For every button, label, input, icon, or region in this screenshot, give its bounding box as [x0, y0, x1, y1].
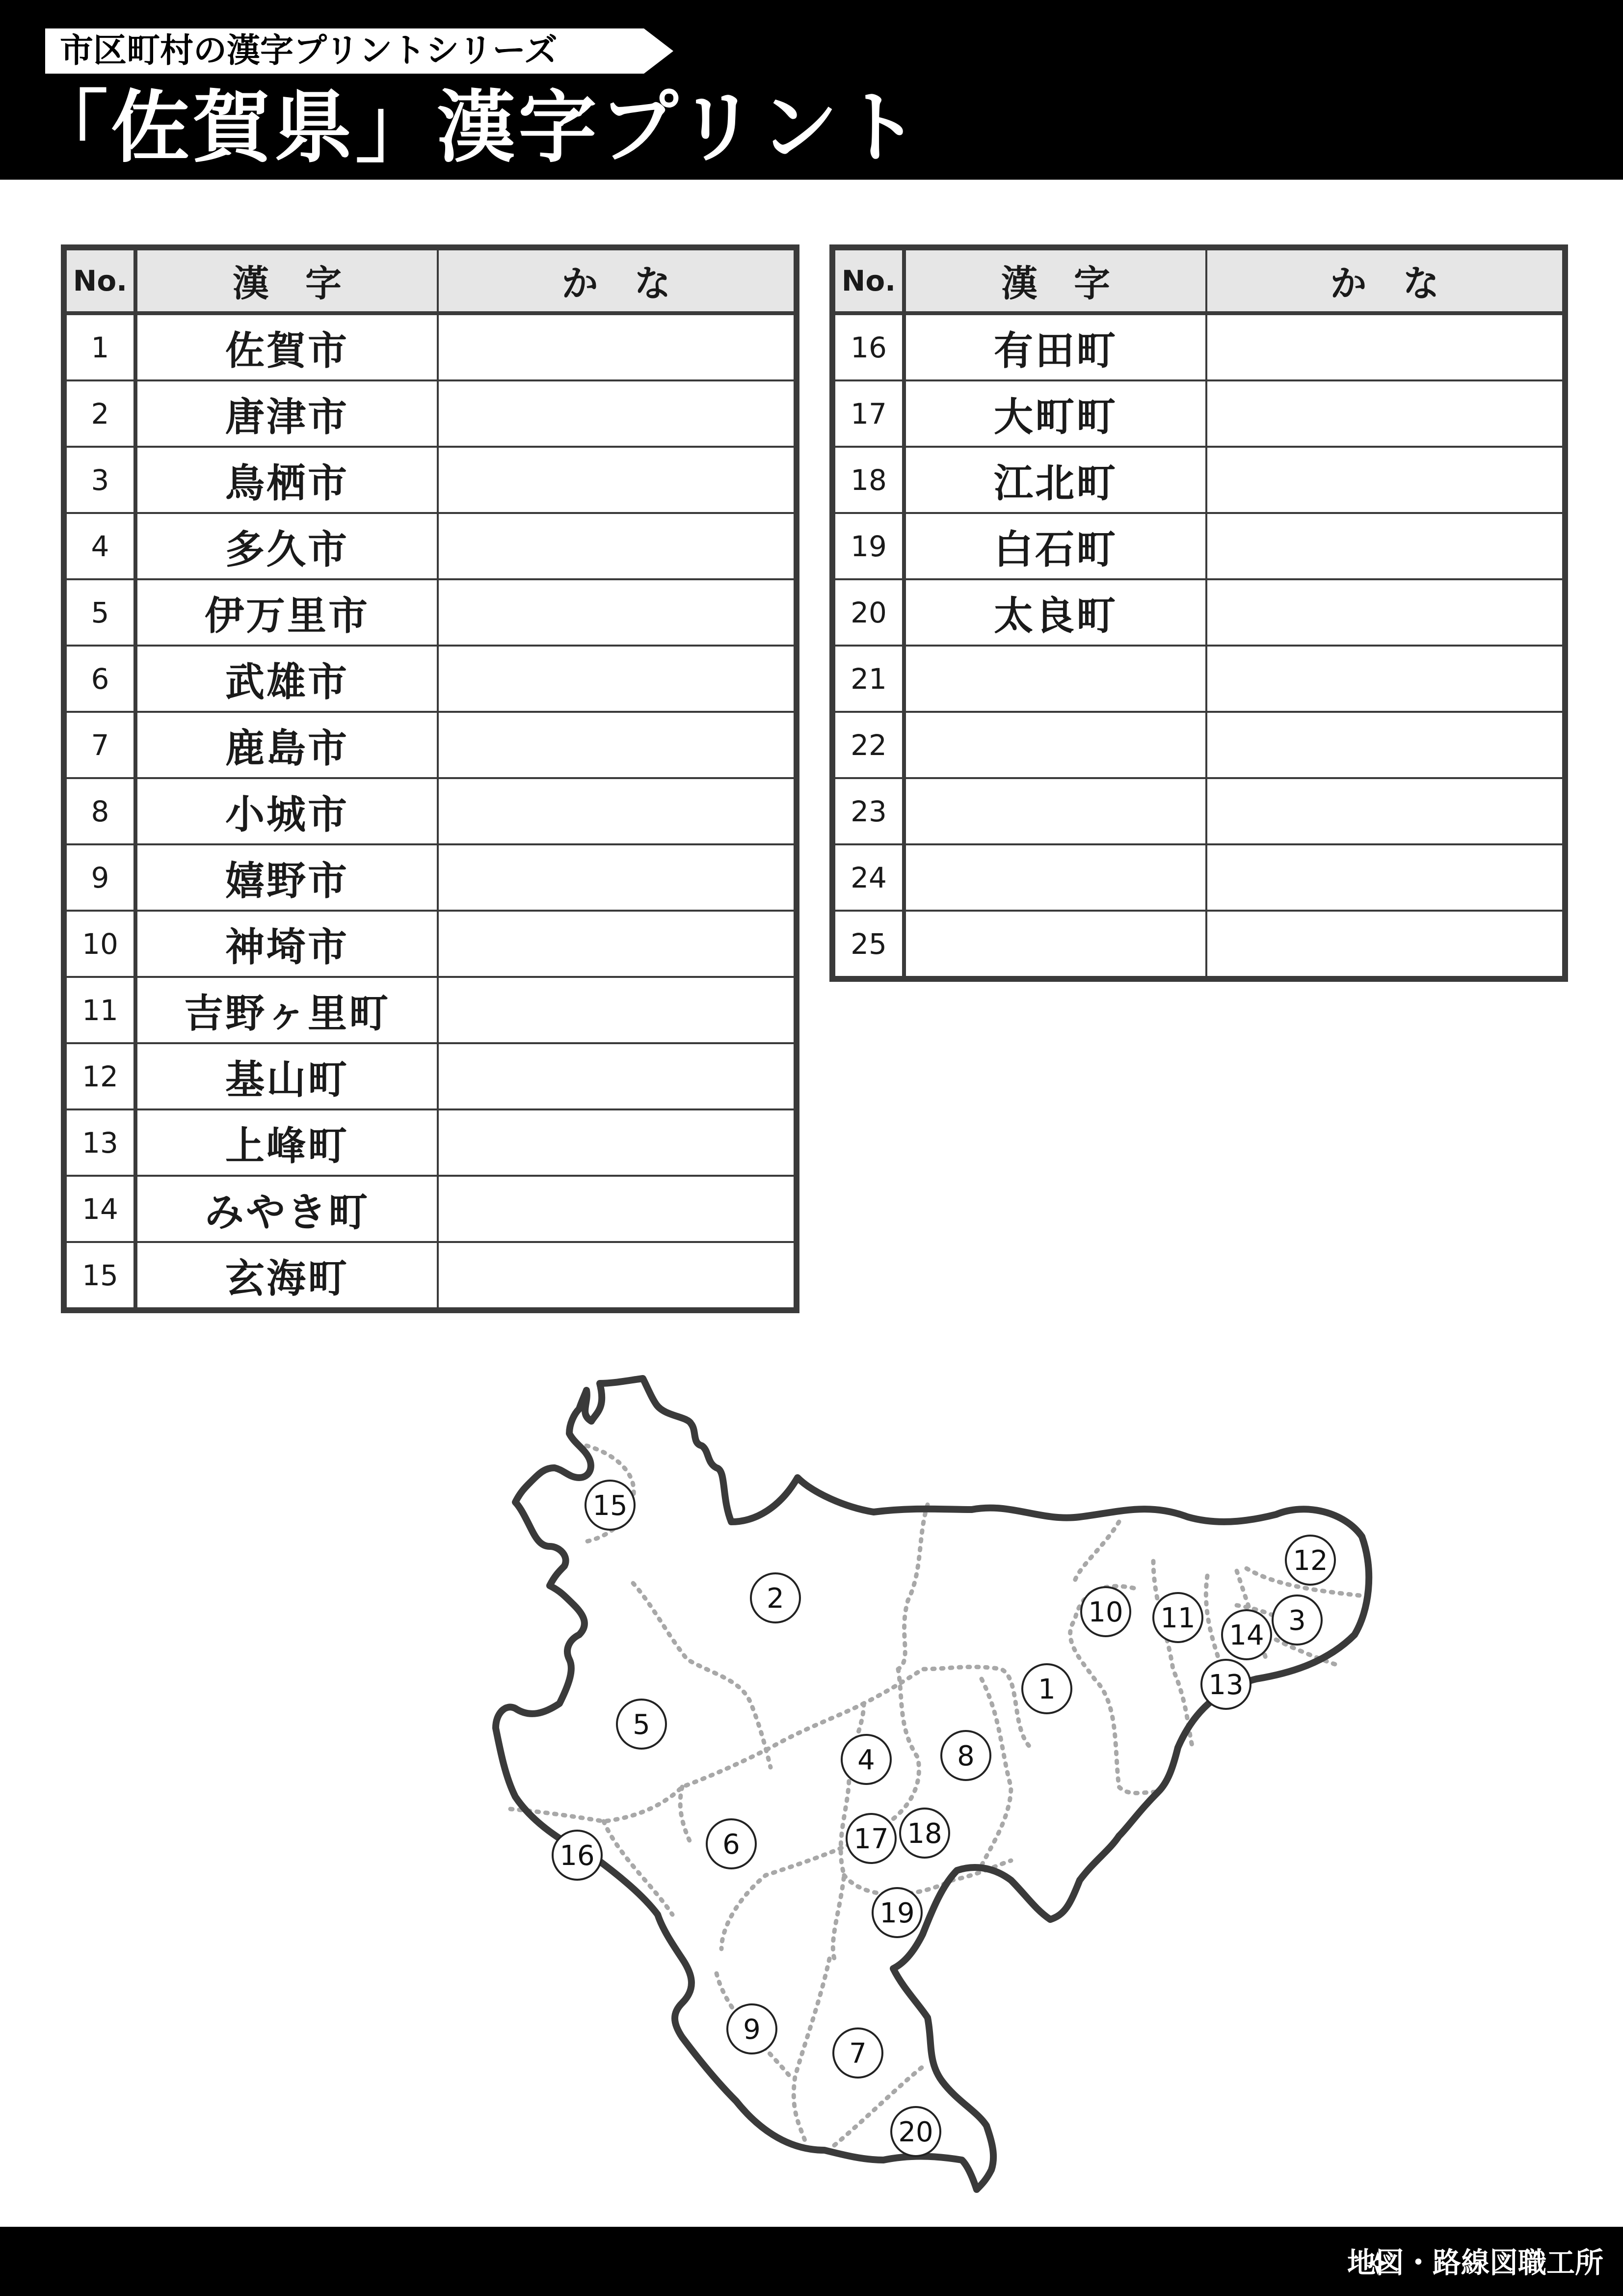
- municipality-kanji: 太良町: [904, 579, 1206, 646]
- kana-answer-field[interactable]: [1206, 712, 1565, 778]
- municipality-kanji: 唐津市: [135, 380, 438, 447]
- table-row: [64, 778, 797, 844]
- table-row: [832, 844, 1565, 911]
- table-row: [832, 579, 1565, 646]
- map-marker-label: 20: [898, 2116, 933, 2148]
- publisher-name: 地図・路線図職工所: [1347, 2246, 1603, 2279]
- map-marker-label: 9: [743, 2014, 761, 2046]
- municipality-kanji: みやき町: [135, 1176, 438, 1242]
- map-marker-label: 14: [1229, 1620, 1264, 1651]
- municipality-kanji: 小城市: [135, 778, 438, 844]
- page-title: 「佐賀県」漢字プリント: [29, 81, 923, 173]
- row-number: 19: [832, 513, 904, 579]
- kana-answer-field[interactable]: [1206, 844, 1565, 911]
- map-marker-label: 6: [722, 1829, 740, 1861]
- table-row: [832, 646, 1565, 712]
- kana-answer-field[interactable]: [438, 579, 797, 646]
- map-marker-label: 3: [1288, 1605, 1306, 1637]
- kana-answer-field[interactable]: [1206, 313, 1565, 380]
- kana-answer-field[interactable]: [438, 313, 797, 380]
- kana-answer-field[interactable]: [438, 778, 797, 844]
- municipality-kanji: 嬉野市: [135, 844, 438, 911]
- row-number: 3: [64, 447, 135, 513]
- row-number: 14: [64, 1176, 135, 1242]
- row-number: 24: [832, 844, 904, 911]
- municipal-boundaries: [510, 1446, 1359, 2145]
- row-number: 5: [64, 579, 135, 646]
- map-marker-label: 5: [633, 1709, 650, 1741]
- header-no: No.: [64, 247, 135, 313]
- kanji-table-left: [61, 244, 799, 1313]
- header-kana: か な: [1206, 247, 1565, 313]
- kana-answer-field[interactable]: [438, 513, 797, 579]
- series-label: 市区町村の漢字プリントシリーズ: [45, 28, 644, 74]
- saga-map-svg: [491, 1370, 1384, 2204]
- table-row: [832, 778, 1565, 844]
- kana-answer-field[interactable]: [438, 712, 797, 778]
- municipality-kanji: 神埼市: [135, 911, 438, 977]
- header-kanji: 漢 字: [135, 247, 438, 313]
- row-number: 21: [832, 646, 904, 712]
- municipality-kanji: [904, 712, 1206, 778]
- row-number: 22: [832, 712, 904, 778]
- row-number: 16: [832, 313, 904, 380]
- series-arrow-icon: [644, 28, 673, 74]
- saga-map: [491, 1370, 1384, 2204]
- map-marker-label: 18: [907, 1818, 942, 1850]
- row-number: 12: [64, 1043, 135, 1109]
- municipality-kanji: 多久市: [135, 513, 438, 579]
- table-row: [64, 1109, 797, 1176]
- table-row: [64, 646, 797, 712]
- kana-answer-field[interactable]: [438, 447, 797, 513]
- table-row: [64, 380, 797, 447]
- table-row: [832, 513, 1565, 579]
- kana-answer-field[interactable]: [1206, 447, 1565, 513]
- kana-answer-field[interactable]: [438, 977, 797, 1043]
- municipality-kanji: 吉野ヶ里町: [135, 977, 438, 1043]
- table-row: [832, 380, 1565, 447]
- row-number: 6: [64, 646, 135, 712]
- municipality-kanji: [904, 911, 1206, 979]
- row-number: 9: [64, 844, 135, 911]
- row-number: 18: [832, 447, 904, 513]
- municipality-kanji: 上峰町: [135, 1109, 438, 1176]
- municipality-kanji: [904, 646, 1206, 712]
- table-row: [64, 1043, 797, 1109]
- row-number: 7: [64, 712, 135, 778]
- municipality-kanji: 佐賀市: [135, 313, 438, 380]
- table-header-row: [832, 247, 1565, 313]
- table-row: [832, 313, 1565, 380]
- row-number: 10: [64, 911, 135, 977]
- row-number: 20: [832, 579, 904, 646]
- row-number: 25: [832, 911, 904, 979]
- kana-answer-field[interactable]: [1206, 646, 1565, 712]
- table-header-row: [64, 247, 797, 313]
- map-marker-label: 13: [1208, 1669, 1244, 1701]
- map-markers: [553, 1481, 1335, 2156]
- kana-answer-field[interactable]: [1206, 778, 1565, 844]
- header-kana: か な: [438, 247, 797, 313]
- map-marker-label: 10: [1088, 1596, 1123, 1628]
- kana-answer-field[interactable]: [1206, 579, 1565, 646]
- municipality-kanji: 江北町: [904, 447, 1206, 513]
- header-no: No.: [832, 247, 904, 313]
- kanji-table-right: [829, 244, 1568, 982]
- map-marker-label: 2: [767, 1583, 784, 1615]
- table-row: [832, 911, 1565, 979]
- table-row: [64, 447, 797, 513]
- map-marker-label: 11: [1160, 1602, 1196, 1634]
- municipality-kanji: 鳥栖市: [135, 447, 438, 513]
- table-row: [64, 977, 797, 1043]
- footer-bar: [0, 2227, 1623, 2296]
- row-number: 11: [64, 977, 135, 1043]
- header-kanji: 漢 字: [904, 247, 1206, 313]
- map-marker-label: 17: [853, 1823, 889, 1855]
- table-row: [64, 844, 797, 911]
- header-banner: [0, 0, 1623, 180]
- kana-answer-field[interactable]: [1206, 380, 1565, 447]
- municipality-kanji: 武雄市: [135, 646, 438, 712]
- municipality-kanji: 有田町: [904, 313, 1206, 380]
- map-marker-label: 19: [879, 1897, 915, 1929]
- table-row: [64, 911, 797, 977]
- table-row: [64, 1176, 797, 1242]
- municipality-kanji: 白石町: [904, 513, 1206, 579]
- table-row: [64, 579, 797, 646]
- row-number: 8: [64, 778, 135, 844]
- kana-answer-field[interactable]: [1206, 513, 1565, 579]
- row-number: 13: [64, 1109, 135, 1176]
- row-number: 1: [64, 313, 135, 380]
- row-number: 17: [832, 380, 904, 447]
- row-number: 4: [64, 513, 135, 579]
- municipality-kanji: 玄海町: [135, 1242, 438, 1310]
- municipality-kanji: 伊万里市: [135, 579, 438, 646]
- kana-answer-field[interactable]: [438, 1043, 797, 1109]
- map-marker-label: 4: [857, 1744, 875, 1776]
- table-row: [64, 313, 797, 380]
- kana-answer-field[interactable]: [438, 911, 797, 977]
- kana-answer-field[interactable]: [438, 1176, 797, 1242]
- table-row: [64, 1242, 797, 1310]
- map-marker-label: 1: [1038, 1674, 1056, 1705]
- table-row: [64, 712, 797, 778]
- map-marker-label: 16: [559, 1840, 595, 1872]
- municipality-kanji: [904, 844, 1206, 911]
- kana-answer-field[interactable]: [438, 1109, 797, 1176]
- kana-answer-field[interactable]: [438, 1242, 797, 1310]
- map-marker-label: 8: [957, 1740, 975, 1772]
- table-row: [64, 513, 797, 579]
- kana-answer-field[interactable]: [438, 844, 797, 911]
- map-marker-label: 12: [1293, 1545, 1328, 1577]
- kana-answer-field[interactable]: [438, 646, 797, 712]
- row-number: 23: [832, 778, 904, 844]
- municipality-kanji: 大町町: [904, 380, 1206, 447]
- municipality-kanji: 基山町: [135, 1043, 438, 1109]
- table-row: [832, 712, 1565, 778]
- map-marker-label: 7: [849, 2038, 867, 2070]
- municipality-kanji: [904, 778, 1206, 844]
- municipality-kanji: 鹿島市: [135, 712, 438, 778]
- table-row: [832, 447, 1565, 513]
- row-number: 15: [64, 1242, 135, 1310]
- map-marker-label: 15: [592, 1490, 628, 1522]
- row-number: 2: [64, 380, 135, 447]
- kana-answer-field[interactable]: [438, 380, 797, 447]
- kana-answer-field[interactable]: [1206, 911, 1565, 979]
